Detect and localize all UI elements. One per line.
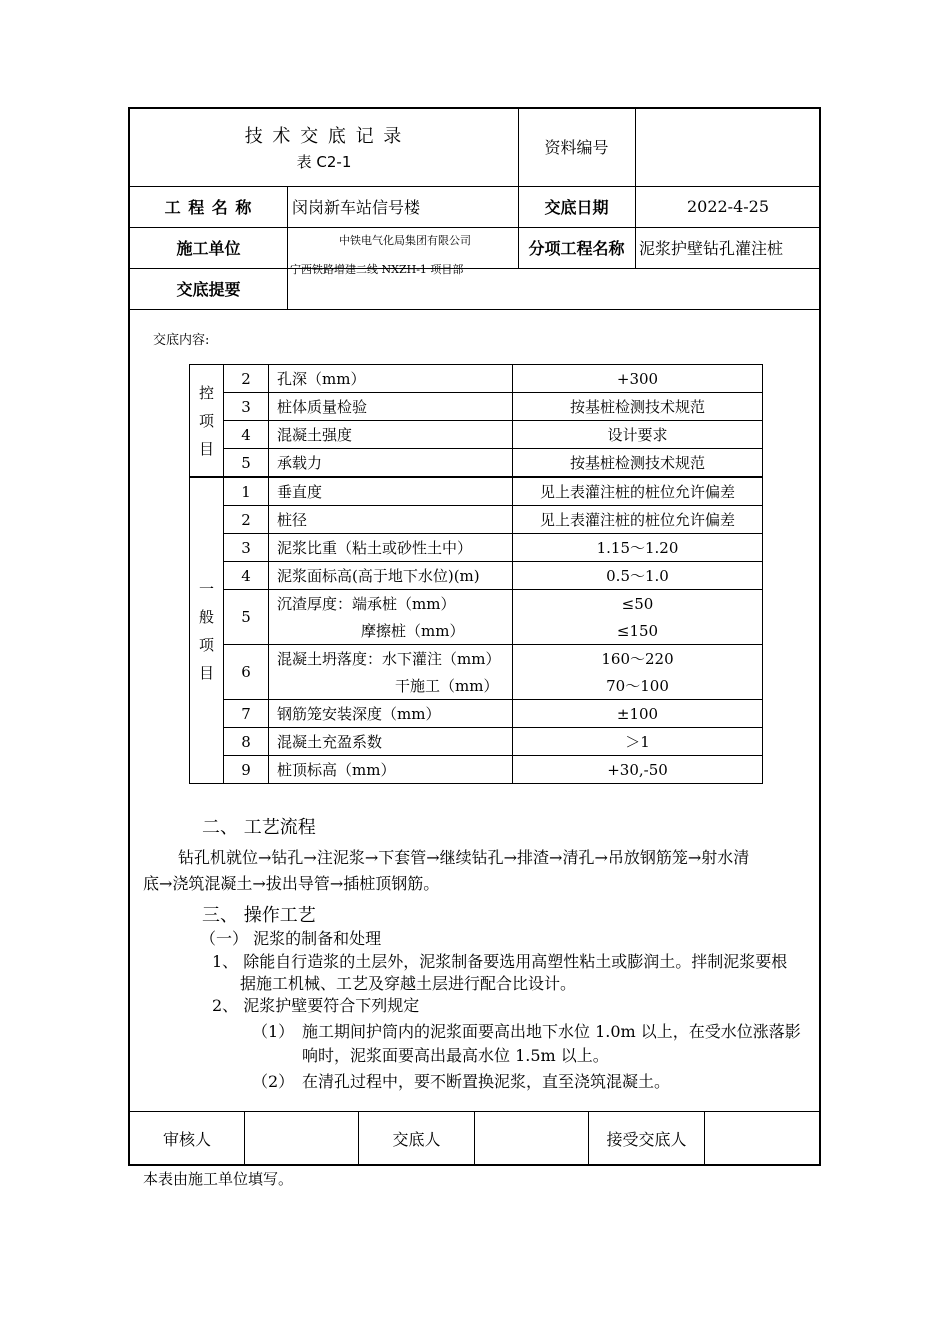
date-label: 交底日期: [544, 198, 609, 217]
table-row: [190, 421, 763, 449]
section-2-line1: 钻孔机就位→钻孔→注泥浆→下套管→继续钻孔→排渣→清孔→吊放钢筋笼→射水清: [178, 848, 750, 867]
subsection-1-title: （一） 泥浆的制备和处理: [200, 929, 382, 948]
item-no: 3: [224, 393, 269, 421]
item-value: +300: [513, 365, 763, 393]
item-value: 按基桩检测技术规范: [513, 393, 763, 421]
form-number: 表 C2-1: [296, 152, 352, 171]
table-row: [190, 393, 763, 421]
item-name: 桩体质量检验: [269, 393, 513, 421]
category-general: 一 般 项 目: [190, 477, 224, 784]
item-value: ≤150: [513, 617, 763, 645]
item-name: 泥浆面标高(高于地下水位)(m): [269, 562, 513, 590]
item-name: 干施工（mm）: [269, 672, 513, 700]
item-no: 5: [224, 449, 269, 478]
table-row: [190, 700, 763, 728]
table-row: [190, 672, 763, 700]
item-value: 见上表灌注桩的桩位允许偏差: [513, 506, 763, 534]
item-no: 9: [224, 756, 269, 784]
item-value: ＞1: [513, 728, 763, 756]
item-no: 7: [224, 700, 269, 728]
table-row: [190, 728, 763, 756]
reviewer-label: 审核人: [162, 1130, 211, 1149]
doc-no-label: 资料编号: [544, 138, 609, 157]
item-value: 0.5～1.0: [513, 562, 763, 590]
table-row: [190, 590, 763, 618]
item-name: 混凝土强度: [269, 421, 513, 449]
table-row: [190, 617, 763, 645]
table-row: [190, 477, 763, 506]
table-row: [190, 365, 763, 393]
section-2-title: 二、 工艺流程: [202, 817, 316, 838]
item-name: 垂直度: [269, 477, 513, 506]
summary-label: 交底提要: [176, 280, 241, 299]
item-value: 见上表灌注桩的桩位允许偏差: [513, 477, 763, 506]
item-value: 设计要求: [513, 421, 763, 449]
item-no: 2: [224, 365, 269, 393]
content-intro: 交底内容:: [153, 333, 210, 348]
footer-note: 本表由施工单位填写。: [143, 1170, 294, 1188]
item-value: 1.15～1.20: [513, 534, 763, 562]
row-divider: [128, 309, 821, 310]
spec-table: [189, 364, 763, 784]
form-title: 技 术 交 底 记 录: [244, 126, 404, 147]
item-value: 160～220: [513, 645, 763, 673]
sub-project-value[interactable]: 泥浆护壁钻孔灌注桩: [639, 239, 784, 258]
unit-value-line2: 宁西铁路增建二线 NXZH-1 项目部: [290, 263, 464, 276]
item-name: 桩顶标高（mm）: [269, 756, 513, 784]
table-row: [190, 506, 763, 534]
item-no: 6: [224, 645, 269, 700]
item-name: 摩擦桩（mm）: [269, 617, 513, 645]
item-name: 混凝土充盈系数: [269, 728, 513, 756]
item-no: 8: [224, 728, 269, 756]
item-value: 按基桩检测技术规范: [513, 449, 763, 478]
receiver-field[interactable]: [705, 1112, 819, 1165]
item-no: 2: [224, 506, 269, 534]
paragraph-2a-line1: 施工期间护筒内的泥浆面要高出地下水位 1.0m 以上，在受水位涨落影: [302, 1022, 801, 1041]
date-value[interactable]: 2022-4-25: [686, 197, 770, 216]
paragraph-2b-no: （2）: [252, 1072, 295, 1091]
paragraph-1-line1: 1、 除能自行造浆的土层外，泥浆制备要选用高塑性粘土或膨润土。拌制泥浆要根: [212, 952, 788, 971]
sub-project-label: 分项工程名称: [528, 239, 625, 258]
item-value: ≤50: [513, 590, 763, 618]
item-name: 泥浆比重（粘土或砂性土中）: [269, 534, 513, 562]
summary-value[interactable]: [292, 268, 819, 309]
project-name-value[interactable]: 闵岗新车站信号楼: [292, 198, 421, 217]
paragraph-2a-line2: 响时，泥浆面要高出最高水位 1.5m 以上。: [302, 1046, 609, 1065]
doc-no-value[interactable]: [635, 107, 821, 186]
col-divider: [287, 186, 288, 309]
item-no: 5: [224, 590, 269, 645]
item-value: +30,-50: [513, 756, 763, 784]
unit-label: 施工单位: [176, 239, 241, 258]
section-2-line2: 底→浇筑混凝土→拔出导管→插桩顶钢筋。: [143, 874, 440, 893]
table-row: [190, 645, 763, 673]
paragraph-1-line2: 据施工机械、工艺及穿越土层进行配合比设计。: [240, 974, 577, 993]
section-3-title: 三、 操作工艺: [202, 905, 316, 926]
item-value: ±100: [513, 700, 763, 728]
item-name: 孔深（mm）: [269, 365, 513, 393]
unit-value-line1[interactable]: 中铁电气化局集团有限公司: [339, 234, 471, 247]
discloser-label: 交底人: [392, 1130, 441, 1149]
reviewer-field[interactable]: [245, 1112, 358, 1165]
table-row: [190, 534, 763, 562]
item-no: 4: [224, 562, 269, 590]
paragraph-2: 2、 泥浆护壁要符合下列规定: [212, 996, 420, 1015]
project-name-label: 工 程 名 称: [164, 198, 253, 217]
table-row: [190, 449, 763, 478]
item-name: 承载力: [269, 449, 513, 478]
item-name: 沉渣厚度：端承桩（mm）: [269, 590, 513, 618]
discloser-field[interactable]: [475, 1112, 588, 1165]
table-row: [190, 562, 763, 590]
receiver-label: 接受交底人: [606, 1130, 687, 1149]
paragraph-2a-no: （1）: [252, 1022, 295, 1041]
paragraph-2b-line1: 在清孔过程中，要不断置换泥浆，直至浇筑混凝土。: [302, 1072, 671, 1091]
item-name: 钢筋笼安装深度（mm）: [269, 700, 513, 728]
item-name: 混凝土坍落度：水下灌注（mm）: [269, 645, 513, 673]
category-control: 控 项 目: [190, 365, 224, 478]
item-name: 桩径: [269, 506, 513, 534]
table-row: [190, 756, 763, 784]
item-no: 1: [224, 477, 269, 506]
item-no: 3: [224, 534, 269, 562]
item-value: 70～100: [513, 672, 763, 700]
item-no: 4: [224, 421, 269, 449]
